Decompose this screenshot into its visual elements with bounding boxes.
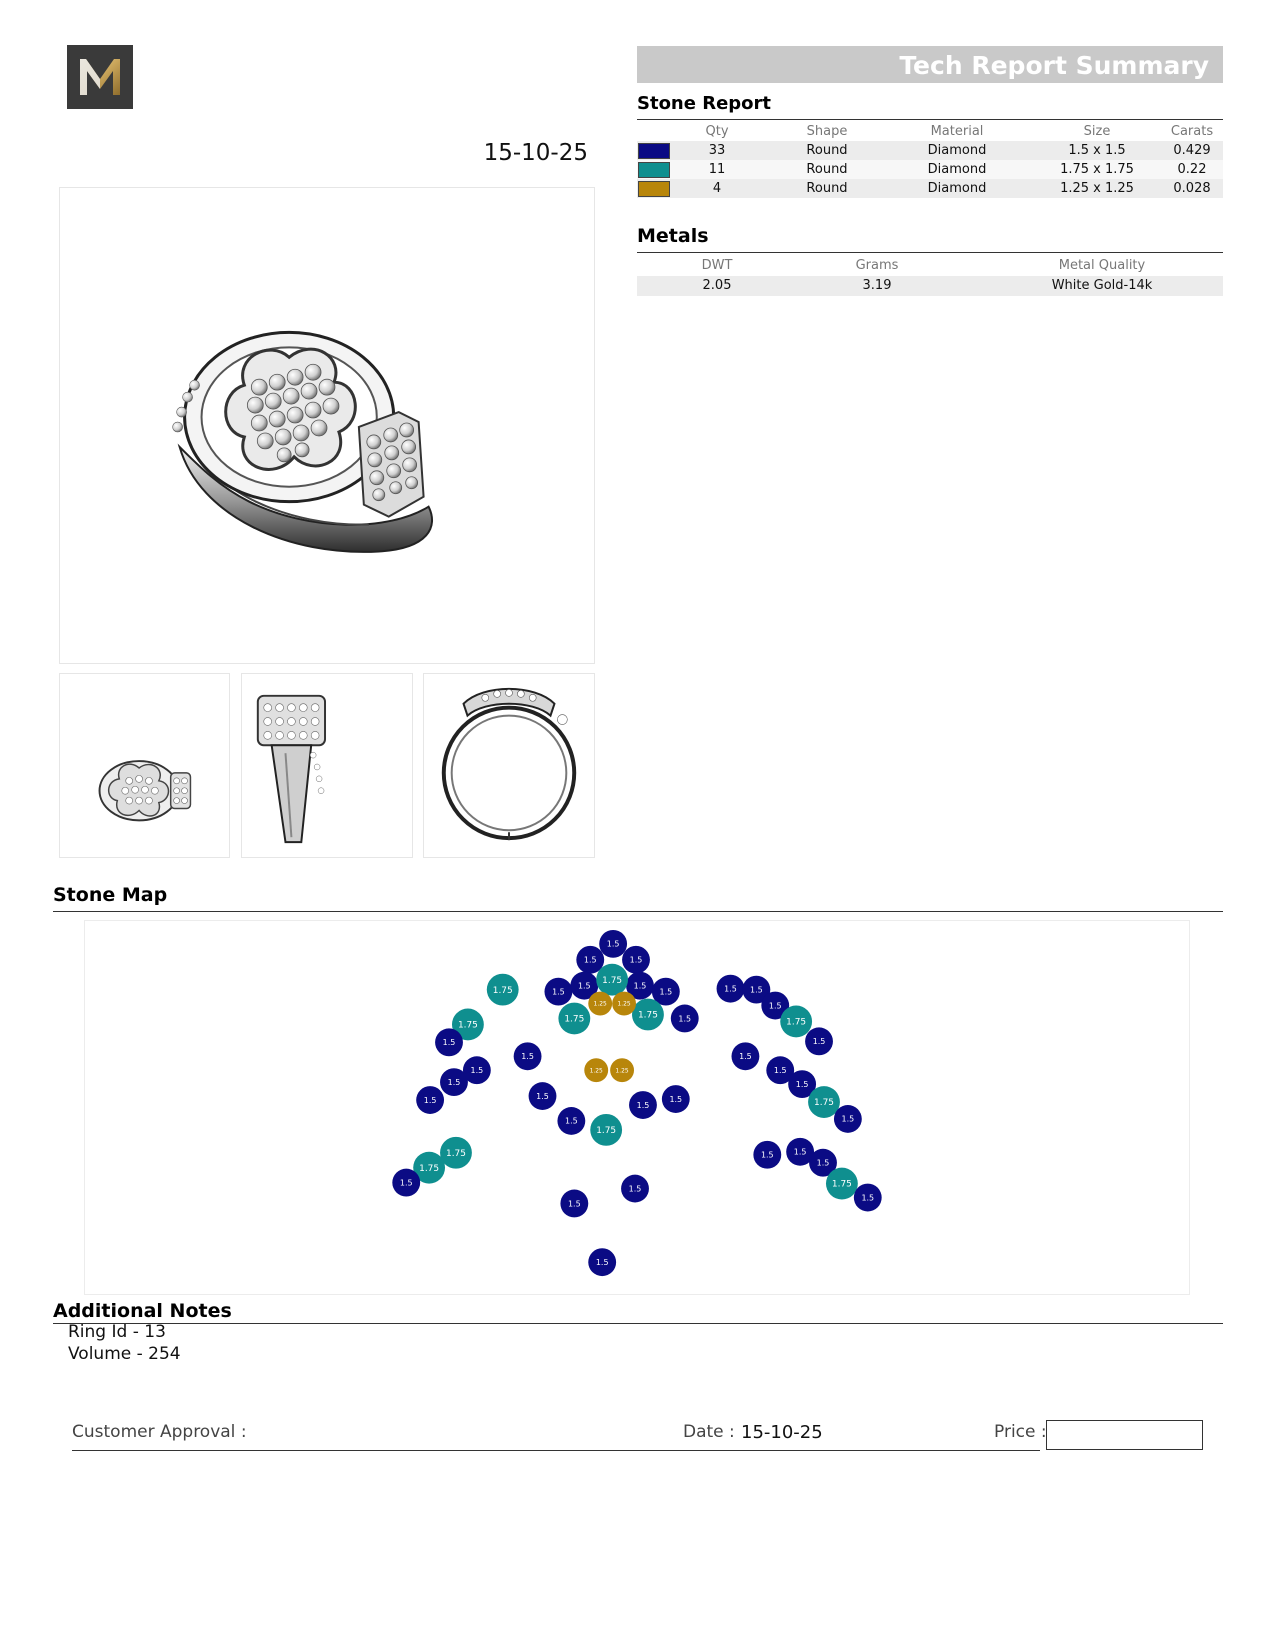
stone-marker	[610, 1058, 634, 1082]
stone-marker	[808, 1086, 840, 1118]
stone-size-label: 1.5	[628, 1184, 642, 1194]
stone-size-label: 1.25	[589, 1067, 603, 1075]
metal-grams: 3.19	[862, 278, 892, 293]
stone-size-label: 1.25	[615, 1067, 629, 1075]
stone-size-label: 1.5	[399, 1178, 413, 1188]
ring-thumbnail-top	[59, 673, 230, 858]
stone-size-label: 1.75	[457, 1020, 478, 1031]
stone-size-label: 1.5	[760, 1150, 774, 1160]
stone-size-label: 1.5	[595, 1257, 609, 1267]
stone-marker	[612, 992, 636, 1016]
stone-qty: 11	[708, 162, 726, 177]
stone-marker	[435, 1028, 463, 1056]
stone-size-label: 1.25	[617, 1000, 631, 1008]
stone-marker	[662, 1085, 690, 1113]
stone-size-label: 1.75	[596, 1126, 617, 1137]
stone-marker	[514, 1042, 542, 1070]
stone-size-label: 1.75	[637, 1010, 658, 1021]
metals-table-header	[637, 256, 1223, 276]
stone-map-divider	[53, 911, 1223, 912]
stone-marker	[560, 1190, 588, 1218]
stone-marker	[629, 1091, 657, 1119]
table-row	[637, 160, 1223, 179]
ring-main-view	[59, 187, 595, 664]
note-ring-id: Ring Id - 13	[68, 1322, 166, 1342]
stone-size-label: 1.5	[568, 1199, 581, 1209]
stone-size-label: 1.5	[669, 1094, 683, 1104]
stone-material: Diamond	[927, 181, 987, 196]
stone-marker	[671, 1005, 699, 1033]
stone-size-label: 1.5	[636, 1100, 650, 1110]
stone-marker	[731, 1042, 759, 1070]
stone-size-label: 1.5	[678, 1014, 692, 1024]
metals-table	[637, 256, 1223, 296]
stone-size-label: 1.5	[724, 984, 737, 994]
report-title-banner: Tech Report Summary	[637, 46, 1223, 83]
stone-size-label: 1.5	[750, 985, 763, 995]
stone-size-label: 1.5	[773, 1065, 787, 1075]
stone-qty: 4	[712, 181, 722, 196]
document-date: 15-10-25	[483, 140, 588, 166]
stone-qty: 33	[708, 143, 726, 158]
stone-shape: Round	[806, 181, 848, 196]
stone-size-label: 1.75	[786, 1017, 807, 1028]
stone-marker	[544, 978, 572, 1006]
price-field[interactable]	[1046, 1420, 1203, 1450]
additional-notes-divider	[53, 1323, 1223, 1324]
stone-marker	[529, 1082, 557, 1110]
signature-line	[72, 1450, 1040, 1451]
stone-size-label: 1.5	[447, 1077, 461, 1087]
column-header-dwt: DWT	[701, 258, 733, 273]
stone-size-label: 1.5	[470, 1065, 484, 1075]
stone-size-label: 1.5	[606, 939, 620, 949]
stone-size-label: 1.75	[831, 1179, 852, 1190]
column-header-size: Size	[1083, 124, 1111, 139]
stone-size-label: 1.5	[659, 987, 673, 997]
stone-marker	[487, 974, 519, 1006]
stone-size-label: 1.5	[816, 1158, 830, 1168]
stone-size-label: 1.5	[633, 981, 647, 991]
stone-size-label: 1.75	[419, 1163, 440, 1174]
stone-marker	[805, 1027, 833, 1055]
ring-side-view-image	[242, 674, 412, 857]
approval-date-label: Date :	[683, 1422, 735, 1442]
stone-marker	[440, 1137, 472, 1169]
stone-marker	[588, 1248, 616, 1276]
stone-size-label: 1.5	[768, 1001, 782, 1011]
stone-carats: 0.22	[1177, 162, 1207, 177]
stone-marker	[596, 964, 628, 996]
stone-size-label: 1.5	[629, 955, 643, 965]
logo-mark	[67, 45, 133, 109]
color-swatch	[638, 143, 670, 159]
stone-size-label: 1.75	[492, 985, 513, 996]
approval-date-value: 15-10-25	[741, 1422, 823, 1443]
stone-size-label: 1.5	[423, 1095, 437, 1105]
column-header-qty: Qty	[705, 124, 729, 139]
stone-material: Diamond	[927, 162, 987, 177]
price-label: Price :	[994, 1422, 1047, 1442]
stone-map-diagram	[84, 920, 1190, 1295]
stone-marker	[392, 1169, 420, 1197]
customer-approval-label: Customer Approval :	[72, 1422, 247, 1442]
stone-marker	[621, 1175, 649, 1203]
color-swatch	[638, 162, 670, 178]
additional-notes-title: Additional Notes	[53, 1300, 232, 1322]
company-logo	[67, 45, 133, 109]
stone-marker	[558, 1003, 590, 1035]
metals-title: Metals	[637, 225, 709, 247]
stone-size: 1.25 x 1.25	[1060, 181, 1134, 196]
ring-thumbnail-front	[423, 673, 595, 858]
stone-marker	[599, 930, 627, 958]
stone-size-label: 1.5	[841, 1114, 855, 1124]
table-row	[637, 276, 1223, 296]
stone-size-label: 1.5	[442, 1038, 456, 1048]
stone-marker	[622, 946, 650, 974]
stone-size-label: 1.5	[795, 1079, 809, 1089]
stone-marker	[590, 1114, 622, 1146]
stone-size-label: 1.5	[739, 1052, 752, 1062]
ring-top-view-image	[60, 674, 229, 857]
stone-size-label: 1.5	[812, 1037, 826, 1047]
metals-divider	[637, 252, 1223, 253]
stone-size-label: 1.5	[861, 1193, 875, 1203]
stone-report-table	[637, 122, 1223, 198]
metal-quality: White Gold-14k	[1051, 278, 1153, 293]
stone-marker	[557, 1107, 585, 1135]
stone-shape: Round	[806, 143, 848, 158]
column-header-carats: Carats	[1170, 124, 1214, 139]
metal-dwt: 2.05	[702, 278, 732, 293]
table-row	[637, 179, 1223, 198]
column-header-grams: Grams	[855, 258, 899, 273]
stone-shape: Round	[806, 162, 848, 177]
ring-thumbnail-side	[241, 673, 413, 858]
stone-size-label: 1.5	[583, 955, 597, 965]
stone-marker	[780, 1006, 812, 1038]
stone-report-title: Stone Report	[637, 93, 772, 114]
stone-size-label: 1.5	[552, 987, 565, 997]
table-row	[637, 141, 1223, 160]
stone-size-label: 1.5	[565, 1116, 578, 1126]
stone-size-label: 1.25	[593, 1000, 607, 1008]
stone-marker	[854, 1184, 882, 1212]
stone-size-label: 1.75	[602, 975, 623, 986]
stone-size-label: 1.5	[577, 981, 591, 991]
stone-marker	[717, 975, 745, 1003]
stone-marker	[588, 992, 612, 1016]
stone-size-label: 1.75	[446, 1148, 466, 1159]
stone-marker	[416, 1086, 444, 1114]
stone-size-label: 1.75	[564, 1014, 585, 1025]
column-header-shape: Shape	[806, 124, 848, 139]
note-volume: Volume - 254	[68, 1344, 181, 1364]
stone-size: 1.5 x 1.5	[1068, 143, 1126, 158]
stone-map-svg	[85, 921, 1189, 1294]
stone-carats: 0.028	[1173, 181, 1211, 196]
ring-front-view-image	[424, 674, 594, 857]
stone-marker	[826, 1168, 858, 1200]
stone-size-label: 1.5	[793, 1147, 807, 1157]
stone-marker	[753, 1141, 781, 1169]
ring-perspective-image	[60, 188, 594, 663]
stone-size-label: 1.5	[521, 1052, 534, 1062]
stone-material: Diamond	[927, 143, 987, 158]
column-header-material: Material	[930, 124, 984, 139]
column-header-metal-quality: Metal Quality	[1058, 258, 1146, 273]
stone-report-divider	[637, 119, 1223, 120]
stone-marker	[632, 999, 664, 1031]
stone-marker	[584, 1058, 608, 1082]
stone-marker	[440, 1068, 468, 1096]
stone-map-title: Stone Map	[53, 884, 168, 906]
color-swatch	[638, 181, 670, 197]
stone-size-label: 1.75	[814, 1098, 834, 1109]
stone-table-header	[637, 122, 1223, 141]
stone-size-label: 1.5	[536, 1091, 549, 1101]
stone-carats: 0.429	[1173, 143, 1211, 158]
stone-size: 1.75 x 1.75	[1060, 162, 1134, 177]
stone-marker	[834, 1105, 862, 1133]
